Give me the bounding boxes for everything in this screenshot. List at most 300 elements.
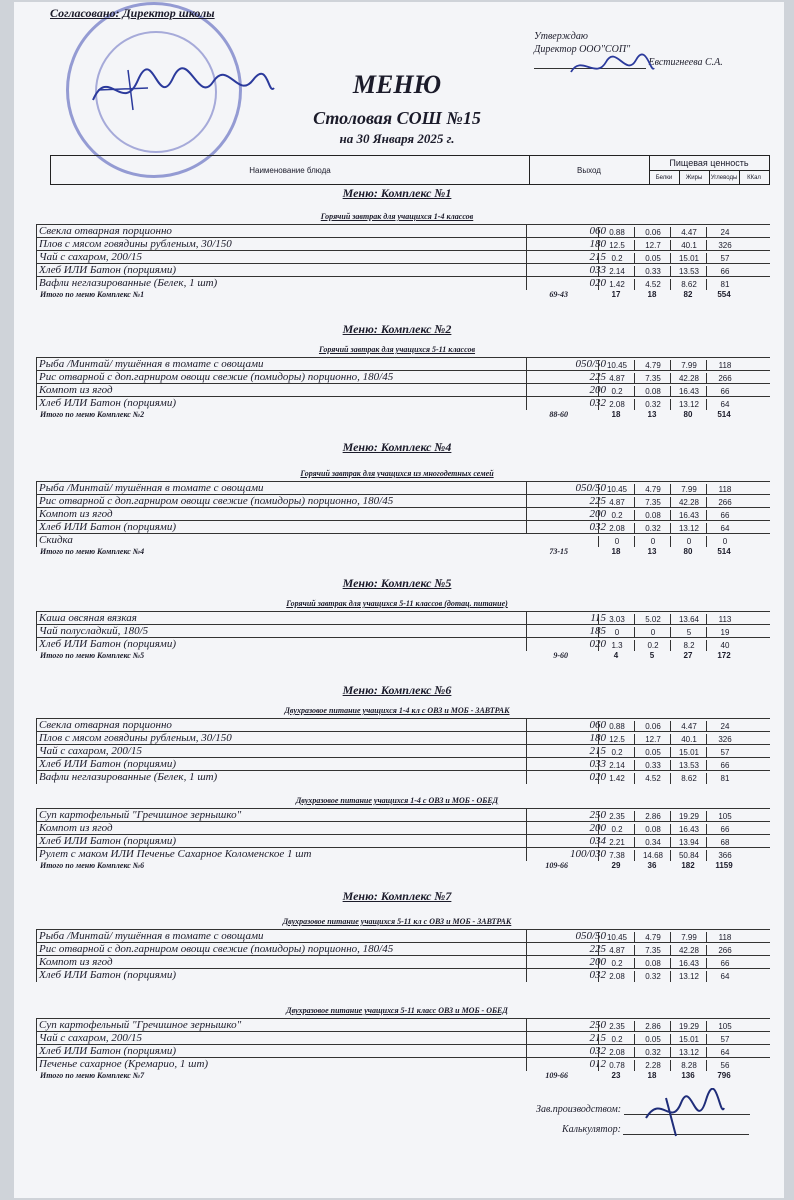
carbs-value: 4.47 — [670, 721, 707, 732]
total-label: Итого по меню Комплекс №2 — [40, 410, 145, 419]
dish-name: Рис отварной с доп.гарниром овощи свежие (помидоры) порционно, 180/45 — [36, 495, 529, 508]
dish-output: 225 — [526, 371, 610, 384]
carbs-value: 7.99 — [670, 484, 707, 495]
fat-column-header: Жиры — [679, 171, 710, 184]
total-output: 73-15 — [549, 547, 568, 556]
kcal-value: 81 — [706, 773, 743, 784]
protein-value: 1.42 — [598, 279, 635, 290]
total-output: 69-43 — [549, 290, 568, 299]
kcal-value: 40 — [706, 640, 743, 651]
total-protein: 4 — [613, 651, 619, 660]
protein-value: 2.08 — [598, 399, 635, 410]
dish-name: Вафли неглазированные (Белек, 1 шт) — [36, 771, 529, 784]
table-row — [36, 494, 770, 508]
protein-value: 1.3 — [598, 640, 635, 651]
carbs-value: 42.28 — [670, 497, 707, 508]
dish-output: 200 — [526, 822, 610, 835]
total-kcal: 1159 — [715, 861, 733, 870]
total-carbs: 82 — [683, 290, 693, 299]
total-label: Итого по меню Комплекс №7 — [40, 1071, 145, 1080]
dish-output: 100/030 — [526, 848, 610, 861]
total-output: 109-66 — [545, 1071, 568, 1080]
carbs-value: 13.53 — [670, 266, 707, 277]
dish-name: Плов с мясом говядины рубленым, 30/150 — [36, 732, 529, 745]
dish-output: 020 — [526, 638, 610, 651]
dish-name: Хлеб ИЛИ Батон (порциями) — [36, 758, 529, 771]
fat-value: 14.68 — [634, 850, 671, 861]
fat-value: 12.7 — [634, 734, 671, 745]
dish-output: 215 — [526, 745, 610, 758]
dish-output: 050/50 — [526, 482, 610, 495]
section-title: Меню: Комплекс №7 — [342, 889, 452, 903]
total-carbs: 80 — [683, 410, 693, 419]
carbs-value: 8.28 — [670, 1060, 707, 1071]
total-kcal: 514 — [717, 410, 731, 419]
protein-value: 0.2 — [598, 510, 635, 521]
table-row — [36, 357, 770, 371]
dish-output: 050/50 — [526, 358, 610, 371]
dish-output: 225 — [526, 495, 610, 508]
table-row — [36, 834, 770, 848]
dish-name: Скидка — [36, 534, 529, 547]
approve-label: Утверждаю — [534, 31, 588, 42]
dish-name: Печенье сахарное (Кремарио, 1 шт) — [36, 1058, 529, 1071]
director-name: Евстигнеева С.А. — [648, 57, 723, 68]
fat-value: 0.06 — [634, 227, 671, 238]
total-carbs: 136 — [681, 1071, 695, 1080]
kcal-value: 66 — [706, 958, 743, 969]
protein-value: 0 — [598, 627, 635, 638]
table-row — [36, 250, 770, 264]
production-signature — [636, 1088, 726, 1138]
section-subtitle: Горячий завтрак для учащихся из многодетных семей — [300, 469, 494, 478]
fat-value: 0 — [634, 627, 671, 638]
section-subtitle: Двухразовое питание учащихся 5-11 класс ОВЗ и МОБ - ОБЕД — [286, 1006, 508, 1015]
protein-value: 7.38 — [598, 850, 635, 861]
fat-value: 0.08 — [634, 824, 671, 835]
protein-value: 12.5 — [598, 240, 635, 251]
protein-value: 12.5 — [598, 734, 635, 745]
fat-value: 0.05 — [634, 747, 671, 758]
protein-column-header: Белки — [649, 171, 680, 184]
dish-output: 060 — [526, 225, 610, 238]
carbs-value: 13.12 — [670, 523, 707, 534]
fat-value: 5.02 — [634, 614, 671, 625]
fat-value: 0.33 — [634, 266, 671, 277]
carbs-value: 7.99 — [670, 360, 707, 371]
fat-value: 0 — [634, 536, 671, 547]
total-fat: 13 — [647, 410, 657, 419]
total-kcal: 554 — [717, 290, 731, 299]
dish-name: Рис отварной с доп.гарниром овощи свежие (помидоры) порционно, 180/45 — [36, 943, 529, 956]
dish-name: Плов с мясом говядины рубленым, 30/150 — [36, 238, 529, 251]
fat-value: 0.2 — [634, 640, 671, 651]
total-protein: 23 — [611, 1071, 621, 1080]
output-column-header: Выход — [529, 156, 650, 184]
fat-value: 0.32 — [634, 1047, 671, 1058]
dish-name: Чай с сахаром, 200/15 — [36, 251, 529, 264]
section-subtitle: Двухразовое питание учащихся 1-4 с ОВЗ и МОБ - ОБЕД — [295, 796, 499, 805]
table-row — [36, 533, 770, 547]
fat-value: 0.06 — [634, 721, 671, 732]
fat-value: 0.32 — [634, 399, 671, 410]
protein-value: 0 — [598, 536, 635, 547]
protein-value: 2.14 — [598, 266, 635, 277]
dish-name: Свекла отварная порционно — [36, 719, 529, 732]
carbs-value: 19.29 — [670, 1021, 707, 1032]
total-label: Итого по меню Комплекс №6 — [40, 861, 145, 870]
kcal-value: 266 — [706, 497, 743, 508]
total-label: Итого по меню Комплекс №5 — [40, 651, 145, 660]
total-output: 9-60 — [553, 651, 568, 660]
protein-value: 10.45 — [598, 932, 635, 943]
dish-output: 225 — [526, 943, 610, 956]
protein-value: 2.35 — [598, 1021, 635, 1032]
kcal-value: 105 — [706, 1021, 743, 1032]
carbs-value: 13.12 — [670, 971, 707, 982]
table-row — [36, 808, 770, 822]
dish-name: Хлеб ИЛИ Батон (порциями) — [36, 397, 529, 410]
dish-name: Рыба /Минтай/ тушённая в томате с овощами — [36, 482, 529, 495]
table-row — [36, 507, 770, 521]
table-row — [36, 1057, 770, 1071]
kcal-value: 24 — [706, 721, 743, 732]
fat-value: 7.35 — [634, 497, 671, 508]
kcal-value: 326 — [706, 734, 743, 745]
section-title: Меню: Комплекс №1 — [342, 186, 452, 200]
total-output: 88-60 — [549, 410, 568, 419]
kcal-value: 64 — [706, 1047, 743, 1058]
carbs-value: 42.28 — [670, 945, 707, 956]
table-row — [36, 1044, 770, 1058]
protein-value: 2.35 — [598, 811, 635, 822]
protein-value: 4.87 — [598, 945, 635, 956]
kcal-value: 24 — [706, 227, 743, 238]
dish-name: Свекла отварная порционно — [36, 225, 529, 238]
section-title: Меню: Комплекс №4 — [342, 440, 452, 454]
kcal-value: 57 — [706, 747, 743, 758]
kcal-value: 366 — [706, 850, 743, 861]
dish-output: 033 — [526, 758, 610, 771]
dish-name: Рыба /Минтай/ тушённая в томате с овощами — [36, 358, 529, 371]
menu-title: МЕНЮ — [352, 70, 442, 99]
carbs-value: 4.47 — [670, 227, 707, 238]
dish-name: Хлеб ИЛИ Батон (порциями) — [36, 835, 529, 848]
carbs-value: 40.1 — [670, 240, 707, 251]
section-title: Меню: Комплекс №6 — [342, 683, 452, 697]
carbs-column-header: Углеводы — [709, 171, 740, 184]
dish-name: Суп картофельный "Гречишное зернышко" — [36, 1019, 529, 1032]
dish-output: 185 — [526, 625, 610, 638]
dish-name: Рыба /Минтай/ тушённая в томате с овощами — [36, 930, 529, 943]
carbs-value: 15.01 — [670, 1034, 707, 1045]
protein-value: 0.2 — [598, 1034, 635, 1045]
dish-output: 033 — [526, 264, 610, 277]
dish-output: 200 — [526, 508, 610, 521]
protein-value: 0.2 — [598, 958, 635, 969]
kcal-value: 326 — [706, 240, 743, 251]
total-label: Итого по меню Комплекс №4 — [40, 547, 145, 556]
dish-output: 032 — [526, 1045, 610, 1058]
director-title: Директор ООО"СОП" — [534, 44, 631, 55]
dish-output: 032 — [526, 969, 610, 982]
dish-output: 200 — [526, 384, 610, 397]
kcal-value: 66 — [706, 386, 743, 397]
dish-name: Хлеб ИЛИ Батон (порциями) — [36, 264, 529, 277]
section-subtitle: Горячий завтрак для учащихся 5-11 классов (дотац. питание) — [286, 599, 508, 608]
kcal-value: 66 — [706, 760, 743, 771]
dish-output: 180 — [526, 238, 610, 251]
fat-value: 0.32 — [634, 971, 671, 982]
section-subtitle: Двухразовое питание учащихся 1-4 кл с ОВЗ и МОБ - ЗАВТРАК — [284, 706, 510, 715]
section-total-row — [40, 861, 770, 873]
section-total-row — [40, 651, 770, 663]
protein-value: 10.45 — [598, 360, 635, 371]
dish-name: Компот из ягод — [36, 956, 529, 969]
dish-name: Компот из ягод — [36, 384, 529, 397]
fat-value: 4.79 — [634, 484, 671, 495]
dish-name: Чай с сахаром, 200/15 — [36, 1032, 529, 1045]
protein-value: 0.2 — [598, 253, 635, 264]
kcal-value: 68 — [706, 837, 743, 848]
dish-name: Хлеб ИЛИ Батон (порциями) — [36, 638, 529, 651]
dish-output: 060 — [526, 719, 610, 732]
carbs-value: 16.43 — [670, 386, 707, 397]
protein-value: 0.78 — [598, 1060, 635, 1071]
dish-name: Вафли неглазированные (Белек, 1 шт) — [36, 277, 529, 290]
section-total-row — [40, 547, 770, 559]
protein-value: 4.87 — [598, 373, 635, 384]
carbs-value: 8.62 — [670, 279, 707, 290]
fat-value: 2.28 — [634, 1060, 671, 1071]
kcal-value: 57 — [706, 253, 743, 264]
dish-name: Хлеб ИЛИ Батон (порциями) — [36, 1045, 529, 1058]
kcal-value: 64 — [706, 971, 743, 982]
kcal-value: 19 — [706, 627, 743, 638]
protein-value: 2.21 — [598, 837, 635, 848]
carbs-value: 8.2 — [670, 640, 707, 651]
total-fat: 36 — [647, 861, 657, 870]
total-carbs: 80 — [683, 547, 693, 556]
kcal-value: 64 — [706, 399, 743, 410]
total-fat: 13 — [647, 547, 657, 556]
dish-output: 115 — [526, 612, 610, 625]
total-output: 109-66 — [545, 861, 568, 870]
table-row — [36, 520, 770, 534]
table-row — [36, 718, 770, 732]
section-title: Меню: Комплекс №5 — [342, 576, 452, 590]
carbs-value: 0 — [670, 536, 707, 547]
fat-value: 0.33 — [634, 760, 671, 771]
carbs-value: 16.43 — [670, 510, 707, 521]
total-fat: 5 — [649, 651, 655, 660]
fat-value: 0.05 — [634, 253, 671, 264]
kcal-value: 118 — [706, 484, 743, 495]
dish-output: 034 — [526, 835, 610, 848]
dish-output: 250 — [526, 1019, 610, 1032]
total-protein: 17 — [611, 290, 621, 299]
table-row — [36, 396, 770, 410]
dish-name: Чай полусладкий, 180/5 — [36, 625, 529, 638]
fat-value: 4.79 — [634, 360, 671, 371]
carbs-value: 13.64 — [670, 614, 707, 625]
kcal-value: 113 — [706, 614, 743, 625]
protein-value: 2.14 — [598, 760, 635, 771]
carbs-value: 13.53 — [670, 760, 707, 771]
total-fat: 18 — [647, 290, 657, 299]
kcal-value: 57 — [706, 1034, 743, 1045]
total-carbs: 27 — [683, 651, 693, 660]
dish-name: Рулет с маком ИЛИ Печенье Сахарное Коломенское 1 шт — [36, 848, 529, 861]
calculator-label: Калькулятор: — [562, 1124, 621, 1135]
table-header — [50, 155, 770, 185]
kcal-value: 81 — [706, 279, 743, 290]
kcal-value: 66 — [706, 266, 743, 277]
table-row — [36, 847, 770, 861]
protein-value: 4.87 — [598, 497, 635, 508]
table-row — [36, 757, 770, 771]
table-row — [36, 637, 770, 651]
kcal-value: 105 — [706, 811, 743, 822]
carbs-value: 13.12 — [670, 399, 707, 410]
fat-value: 0.32 — [634, 523, 671, 534]
total-kcal: 172 — [717, 651, 731, 660]
protein-value: 0.88 — [598, 721, 635, 732]
dish-name: Компот из ягод — [36, 822, 529, 835]
total-kcal: 796 — [717, 1071, 731, 1080]
protein-value: 0.2 — [598, 824, 635, 835]
total-carbs: 182 — [681, 861, 695, 870]
fat-value: 4.52 — [634, 279, 671, 290]
carbs-value: 15.01 — [670, 253, 707, 264]
carbs-value: 5 — [670, 627, 707, 638]
table-row — [36, 968, 770, 982]
section-total-row — [40, 1071, 770, 1083]
fat-value: 12.7 — [634, 240, 671, 251]
dish-output: 032 — [526, 397, 610, 410]
table-row — [36, 624, 770, 638]
dish-name: Рис отварной с доп.гарниром овощи свежие (помидоры) порционно, 180/45 — [36, 371, 529, 384]
dish-output: 050/50 — [526, 930, 610, 943]
fat-value: 0.05 — [634, 1034, 671, 1045]
carbs-value: 40.1 — [670, 734, 707, 745]
kcal-value: 266 — [706, 373, 743, 384]
protein-value: 0.88 — [598, 227, 635, 238]
fat-value: 0.34 — [634, 837, 671, 848]
table-row — [36, 224, 770, 238]
dish-output: 215 — [526, 1032, 610, 1045]
dish-column-header: Наименование блюда — [51, 156, 530, 184]
table-row — [36, 481, 770, 495]
kcal-value: 0 — [706, 536, 743, 547]
kcal-column-header: ККал — [747, 174, 761, 181]
carbs-value: 16.43 — [670, 824, 707, 835]
fat-value: 7.35 — [634, 945, 671, 956]
fat-value: 0.08 — [634, 510, 671, 521]
total-kcal: 514 — [717, 547, 731, 556]
carbs-value: 13.94 — [670, 837, 707, 848]
section-subtitle: Горячий завтрак для учащихся 5-11 классов — [318, 345, 476, 354]
dish-name: Суп картофельный "Гречишное зернышко" — [36, 809, 529, 822]
production-label: Зав.производством: — [536, 1104, 622, 1115]
carbs-value: 16.43 — [670, 958, 707, 969]
fat-value: 2.86 — [634, 1021, 671, 1032]
nutrition-column-header: Пищевая ценность — [649, 156, 769, 171]
dish-output: 012 — [526, 1058, 610, 1071]
table-row — [36, 383, 770, 397]
dish-output: 200 — [526, 956, 610, 969]
dish-name: Хлеб ИЛИ Батон (порциями) — [36, 521, 529, 534]
section-subtitle: Горячий завтрак для учащихся 1-4 классов — [320, 212, 474, 221]
fat-value: 0.08 — [634, 958, 671, 969]
fat-value: 4.52 — [634, 773, 671, 784]
dish-name: Каша овсяная вязкая — [36, 612, 529, 625]
kcal-value: 118 — [706, 932, 743, 943]
protein-value: 3.03 — [598, 614, 635, 625]
dish-output: 215 — [526, 251, 610, 264]
dish-name: Компот из ягод — [36, 508, 529, 521]
kcal-value: 266 — [706, 945, 743, 956]
carbs-value: 50.84 — [670, 850, 707, 861]
table-row — [36, 821, 770, 835]
date-title: на 30 Января 2025 г. — [339, 131, 455, 146]
table-row — [36, 611, 770, 625]
carbs-value: 42.28 — [670, 373, 707, 384]
carbs-value: 7.99 — [670, 932, 707, 943]
table-row — [36, 955, 770, 969]
section-subtitle: Двухразовое питание учащихся 5-11 кл с ОВЗ и МОБ - ЗАВТРАК — [282, 917, 512, 926]
place-title: Столовая СОШ №15 — [313, 108, 481, 128]
kcal-value: 118 — [706, 360, 743, 371]
carbs-value: 8.62 — [670, 773, 707, 784]
protein-value: 0.2 — [598, 747, 635, 758]
table-row — [36, 370, 770, 384]
dish-output: 020 — [526, 277, 610, 290]
total-protein: 29 — [611, 861, 621, 870]
table-row — [36, 731, 770, 745]
kcal-value: 66 — [706, 824, 743, 835]
fat-value: 4.79 — [634, 932, 671, 943]
section-total-row — [40, 410, 770, 422]
approval-left: Согласовано: Директор школы — [50, 6, 215, 20]
table-row — [36, 263, 770, 277]
table-row — [36, 770, 770, 784]
protein-value: 2.08 — [598, 971, 635, 982]
section-title: Меню: Комплекс №2 — [342, 322, 452, 336]
carbs-value: 19.29 — [670, 811, 707, 822]
table-row — [36, 744, 770, 758]
table-row — [36, 276, 770, 290]
total-label: Итого по меню Комплекс №1 — [40, 290, 145, 299]
dish-output: 250 — [526, 809, 610, 822]
table-row — [36, 942, 770, 956]
dish-output: 032 — [526, 521, 610, 534]
table-row — [36, 237, 770, 251]
table-row — [36, 1031, 770, 1045]
total-protein: 18 — [611, 410, 621, 419]
total-fat: 18 — [647, 1071, 657, 1080]
protein-value: 2.08 — [598, 1047, 635, 1058]
dish-name: Хлеб ИЛИ Батон (порциями) — [36, 969, 529, 982]
protein-value: 0.2 — [598, 386, 635, 397]
total-protein: 18 — [611, 547, 621, 556]
fat-value: 0.08 — [634, 386, 671, 397]
table-row — [36, 1018, 770, 1032]
section-total-row — [40, 290, 770, 302]
kcal-value: 66 — [706, 510, 743, 521]
table-row — [36, 929, 770, 943]
protein-value: 10.45 — [598, 484, 635, 495]
